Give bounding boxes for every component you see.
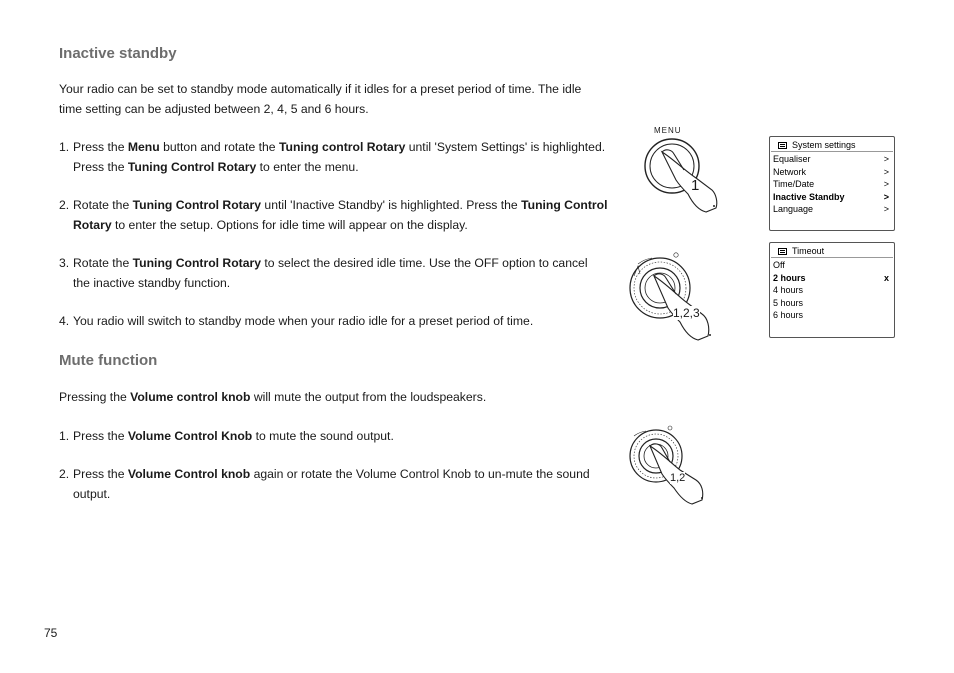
text: button and rotate the bbox=[159, 140, 279, 154]
text: the inactive standby function. bbox=[73, 275, 231, 290]
intro-line-2: time setting can be adjusted between 2, 4, 5 and 6 hours. bbox=[59, 101, 369, 116]
chevron-right-icon: > bbox=[883, 191, 889, 202]
option-label: 6 hours bbox=[773, 310, 804, 320]
screen-title bbox=[778, 139, 856, 151]
cuff-button bbox=[713, 205, 715, 207]
tuning-term: Rotary bbox=[73, 217, 112, 232]
text: Press the bbox=[73, 467, 128, 481]
menu-item-label: Inactive Standby bbox=[773, 191, 845, 202]
menu-item-label: Equaliser bbox=[773, 154, 811, 164]
menu-item-time-date bbox=[773, 178, 891, 190]
text: to enter the menu. bbox=[256, 159, 359, 174]
step-label-1-2-3: 1,2,3 bbox=[673, 306, 700, 320]
menu-item-label: Network bbox=[773, 166, 807, 177]
tuning-term: Tuning Control Rotary bbox=[132, 198, 262, 212]
screen-title bbox=[778, 245, 824, 257]
tuning-term: Tuning Control bbox=[521, 198, 608, 212]
option-6-hours bbox=[773, 309, 891, 321]
step-4 bbox=[59, 312, 619, 332]
text: output. bbox=[73, 486, 111, 501]
cuff-button bbox=[701, 497, 703, 499]
step-label-1: 1 bbox=[691, 177, 700, 194]
page-number: 75 bbox=[44, 626, 58, 640]
volume-term: Volume Control knob bbox=[127, 467, 251, 481]
option-label: Off bbox=[773, 260, 785, 270]
step-number: 2. bbox=[59, 467, 70, 481]
step-number: 1. bbox=[59, 429, 70, 443]
screen-title-text: System settings bbox=[792, 140, 856, 150]
mute-intro bbox=[59, 388, 619, 408]
option-2-hours bbox=[773, 272, 891, 284]
chevron-right-icon: > bbox=[883, 154, 889, 164]
text: to select the desired idle time. Use the OFF option to cancel bbox=[261, 256, 588, 270]
text: You radio will switch to standby mode when your radio idle for a preset period of time. bbox=[73, 314, 534, 328]
screen-title-text: Timeout bbox=[792, 246, 825, 256]
cuff-button bbox=[709, 334, 711, 336]
menu-label: MENU bbox=[654, 126, 682, 135]
chevron-right-icon: > bbox=[883, 204, 889, 214]
text: Press the bbox=[73, 159, 128, 174]
text: until 'System Settings' is highlighted. bbox=[405, 140, 606, 154]
text: Rotate the bbox=[73, 198, 133, 212]
text: until 'Inactive Standby' is highlighted. Press the bbox=[261, 198, 522, 212]
selected-mark: x bbox=[883, 272, 889, 283]
chevron-right-icon: > bbox=[883, 179, 889, 189]
mute-step-2 bbox=[59, 465, 619, 504]
text: to enter the setup. Options for idle time will appear on the display. bbox=[111, 217, 468, 232]
section-heading-inactive-standby: Inactive standby bbox=[59, 45, 177, 62]
menu-item-network bbox=[773, 166, 891, 178]
text: Pressing the bbox=[59, 390, 131, 404]
section-heading-mute-function: Mute function bbox=[59, 352, 158, 369]
option-label: 5 hours bbox=[773, 297, 804, 308]
option-label: 4 hours bbox=[773, 285, 804, 295]
menu-item-label: Language bbox=[773, 204, 814, 214]
screen-divider bbox=[771, 257, 893, 258]
mute-step-1 bbox=[59, 427, 619, 447]
select-button-icon bbox=[668, 426, 672, 430]
intro-paragraph bbox=[59, 80, 619, 119]
chevron-right-icon: > bbox=[883, 166, 889, 177]
text: to mute the sound output. bbox=[252, 429, 394, 443]
text: again or rotate the Volume Control Knob to un-mute the sound bbox=[250, 467, 590, 481]
option-label: 2 hours bbox=[773, 272, 806, 283]
step-label-1-2: 1,2 bbox=[670, 472, 686, 484]
volume-term: Volume control knob bbox=[130, 390, 251, 404]
intro-line-1: Your radio can be set to standby mode automatically if it idles for a preset period of time. The idle bbox=[59, 82, 582, 96]
step-3 bbox=[59, 254, 619, 293]
menu-item-equaliser bbox=[773, 153, 891, 165]
text: Rotate the bbox=[73, 256, 133, 270]
menu-item-language bbox=[773, 203, 891, 215]
tuning-term: Tuning Control Rotary bbox=[132, 256, 262, 270]
text: will mute the output from the loudspeakers. bbox=[250, 390, 487, 404]
option-5-hours bbox=[773, 297, 891, 309]
timeout-screen bbox=[769, 242, 895, 338]
step-number: 1. bbox=[59, 140, 70, 154]
tuning-rotary-illustration bbox=[626, 244, 722, 344]
menu-list-icon bbox=[778, 248, 787, 255]
step-number: 4. bbox=[59, 314, 70, 328]
text: Press the bbox=[73, 429, 128, 443]
menu-item-inactive-standby bbox=[773, 191, 891, 203]
step-number: 2. bbox=[59, 198, 70, 212]
menu-list-icon bbox=[778, 142, 787, 149]
menu-term: Menu bbox=[127, 140, 160, 154]
option-4-hours bbox=[773, 284, 891, 296]
volume-knob-illustration bbox=[626, 420, 716, 506]
volume-term: Volume Control Knob bbox=[127, 429, 253, 443]
option-off bbox=[773, 259, 891, 271]
text: Press the bbox=[73, 140, 128, 154]
menu-item-label: Time/Date bbox=[773, 179, 815, 189]
tuning-term: Tuning Control Rotary bbox=[127, 159, 257, 174]
step-2 bbox=[59, 196, 619, 235]
system-settings-screen bbox=[769, 136, 895, 231]
tuning-term: Tuning control Rotary bbox=[278, 140, 406, 154]
step-number: 3. bbox=[59, 256, 70, 270]
screen-divider bbox=[771, 151, 893, 152]
select-button-icon bbox=[674, 253, 678, 257]
step-1 bbox=[59, 138, 619, 177]
menu-button-illustration bbox=[636, 136, 728, 214]
